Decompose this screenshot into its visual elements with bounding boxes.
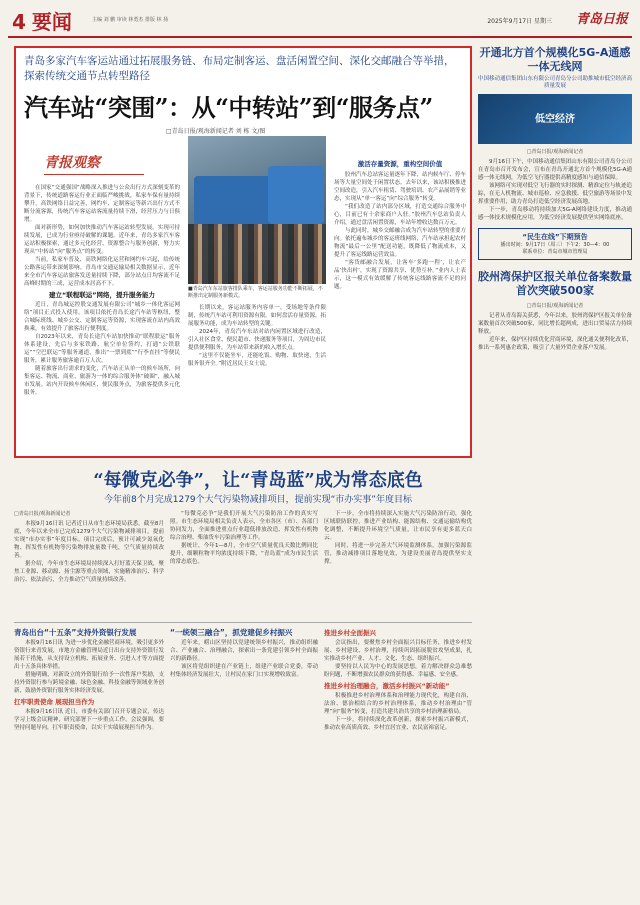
section-subhead: 激活存量资源，重构空间价值: [357, 160, 443, 168]
page-number: [12, 6, 72, 35]
sidebar-byline-2: □青岛日报/观海新闻记者: [526, 303, 584, 309]
paragraph: 在国家“交通强国”战略深入推进与公众出行方式深刻变革的背景下，传统道路客运行业正面临严峻挑战。私家车保有量持续攀升，高铁网络日益完善，网约车、定制客运等新兴出行方式不断分流客源，传统汽车客运站客流量持续下滑，经营压力与日俱增。: [24, 185, 180, 223]
paragraph: 下一步，将持续深化改革创新，探索乡村振兴新模式，推动农业高质高效、乡村宜居宜业、农民富裕富足。: [324, 717, 472, 731]
paragraph: 长期以来，客运站服务内容单一，受场地等条件限制，传统汽车站可利用资源有限。如何盘活存量资源，拓展服务功能，成为车站转型的关键。: [188, 305, 326, 327]
notice-line: 联系单位：青岛市城市管理局: [522, 249, 588, 255]
feature-article-box: [14, 46, 472, 458]
feature-headline: 汽车站“突围”：从“中转站”到“服务点”: [24, 93, 433, 122]
sidebar-body: [478, 158, 632, 222]
paragraph: 该区将党组织建在产业链上，组建产业联合党委，带动村集体经济发展壮大，让村民在家门口实现增收致富。: [170, 664, 318, 678]
paragraph: 自2023年以来，青岛长途汽车站加快推动“联程联运”服务体系建设，先后与多家铁路、航空单位签约，打通“公铁联运”“空巴联运”等服务通道，推出“一票到底”“行李直挂”等便民服务，累计服务旅客逾百万人次。: [24, 334, 180, 364]
paragraph: 面对新形势，如何加快推动汽车客运站转型发展，实现可持续发展，已成为行业亟待破解的课题。近年来，青岛多家汽车客运站积极探索，通过多元化经营、资源整合与服务创新，努力实现从“中转站”向“服务点”的转变。: [24, 225, 180, 255]
notice-line: 播出时间：9月17日（周三）下午2：30—4：00: [500, 242, 610, 248]
article-headline: 青岛出台“十五条”支持外资银行发展: [14, 628, 137, 637]
stamp-underline: [44, 174, 144, 175]
story2-headline: “每微克必争”，让“青岛蓝”成为常态底色: [93, 470, 423, 491]
story2-column-1: [14, 510, 164, 618]
feature-column-3: [334, 158, 466, 454]
observation-stamp-logo: [44, 144, 148, 180]
article-headline: 扛牢职责使命 展现担当作为: [14, 698, 95, 706]
photo-caption: ■青岛汽车东站旅客排队乘车，客运站服务功能不断拓展，不断推出定制服务新模式。: [188, 286, 323, 299]
paragraph: 下一步，青岛移动将持续加大5G-A网络建设力度，推动通感一体技术规模化应用，为低空经济发展提供坚实网络底座。: [478, 207, 632, 221]
paragraph: 据统计，今年1—8月，全市空气质量优良天数比例同比提升，细颗粒物平均浓度持续下降，“青岛蓝”成为市民生活的常态底色。: [170, 543, 318, 565]
feature-byline: □青岛日报/观海新闻记者 刘 栋 文/图: [166, 128, 266, 135]
bus-station-photo: [188, 136, 326, 284]
paragraph: 胶州汽车总站客运量逐年下降，站内候车厅、停车场等大量空间处于闲置状态。去年以来，该站积极推进空间改造，引入汽车租赁、驾驶培训、农产品展销等业态，实现从“单一客运”向“综合服务”转变。: [334, 172, 466, 202]
story2-subheadline: 今年前8个月完成1279个大气污染物减排项目，提前实现“市办实事”年度目标: [104, 495, 412, 505]
stamp-text: 青报观察: [44, 155, 100, 171]
article-headline: 推进乡村全面振兴: [324, 629, 376, 637]
paragraph: “我们改造了站内部分区域，打造交通综合服务中心，目前已有十余家商户入驻。”胶州汽车总站负责人介绍，通过盘活闲置资源，车站年增收达数百万元。: [334, 204, 466, 226]
paragraph: 要坚持以人民为中心的发展思想，着力解决群众急难愁盼问题，不断增强农民群众的获得感、幸福感、安全感。: [324, 664, 472, 678]
paragraph: 记者从青岛海关获悉，今年以来，胶州湾保护区报关单位备案数量首次突破500家，同比增长超两成，进出口贸易活力持续释放。: [478, 313, 632, 335]
paragraph: 本报9月16日讯 记者近日从市生态环境局获悉，截至8月底，今年以来全市已完成1279个大气污染物减排项目，提前实现“市办实事”年度目标。项目完成后，预计可减少氮氧化物、挥发性有机物等污染物排放量数千吨，空气质量持续改善。: [14, 521, 164, 559]
paragraph: 9月16日下午，中国移动通信集团山东有限公司青岛分公司在青岛市召开发布会，宣布在青岛开通北方首个规模化5G-A通感一体无线网，为低空飞行器提供高精度感知与通信保障。: [478, 159, 632, 181]
paragraph: 措施明确，对新设立的外资银行给予一次性落户奖励，支持外资银行参与跨境金融、绿色金融、科技金融等领域业务创新，鼓励外资银行服务实体经济发展。: [14, 672, 164, 694]
sidebar-subheadline: 中国移动通信集团山东有限公司青岛分公司助推城市低空经济高质量发展: [478, 76, 633, 89]
paragraph: 该网络可实现对低空飞行器的实时探测、精准定位与轨迹追踪，在无人机物流、城市巡检、应急救援、低空旅游等场景中发挥重要作用，助力青岛打造低空经济发展高地。: [478, 183, 633, 205]
paragraph: 近年来，崂山区坚持以党建统领乡村振兴，推动组织融合、产业融合、治理融合，探索出一条党建引领乡村全面振兴的新路径。: [170, 640, 318, 662]
paragraph: 随着旅客出行需求的变化，汽车站正从单一的候车场所，向集客运、物流、商业、旅游为一体的综合服务体“破圈”，融入城市发展。站内开设候车休闲区、便民服务点，为旅客提供多元化服务。: [24, 366, 180, 396]
page-number-value: 4: [12, 10, 26, 34]
sidebar-byline: □青岛日报/观海新闻记者: [526, 149, 584, 155]
bus-shape: [194, 176, 274, 226]
sidebar-image-text: 低空经济: [535, 114, 575, 125]
paragraph: 据介绍，今年市生态环境局持续深入打好蓝天保卫战，聚焦工业源、移动源、扬尘源等重点领域，实施精准治污、科学治污、依法治污，全力推动空气质量持续改善。: [14, 561, 164, 583]
story2-column-3: [324, 510, 472, 618]
paragraph: 同时，将进一步完善大气环境监测体系，加强污染源监管，推动减排项目落地见效，为建设美丽青岛提供坚实支撑。: [324, 543, 472, 565]
paragraph: 近日，青岛城运控股交通发展有限公司“城乡一体化客运网络”项目正式投入使用。该项目依托青岛长途汽车站等枢纽，整合城际班线、城乡公交、定制客运等资源，实现客流在站内高效换乘，有效提升了旅客出行便利度。: [24, 302, 180, 332]
right-sidebar: [478, 46, 632, 562]
story2-column-2: [170, 510, 318, 618]
story2-byline: □青岛日报/观海新闻记者: [14, 511, 71, 517]
divider: [14, 622, 472, 623]
paragraph: 与此同时，城乡交邮融合成为汽车站转型的重要方向。依托遍布城乡的客运班线网络，汽车站承担起农村物流“最后一公里”配送功能，既降低了物流成本，又提升了客运线路运营效益。: [334, 228, 466, 258]
feature-kicker: 青岛多家汽车客运站通过拓展服务链、布局定制客运、盘活闲置空间、深化交邮融合等举措，探索传统交通节点转型路径: [24, 55, 455, 82]
lower-column-3: [324, 626, 472, 898]
paragraph: 下一步，全市将持续深入实施大气污染防治行动，强化区域联防联控，推进产业结构、能源结构、交通运输结构优化调整，不断提升环境空气质量，让市民享有更多蓝天白云。: [324, 511, 472, 541]
article-headline: “一统领三融合”，抓党建促乡村振兴: [170, 628, 293, 637]
article-headline: 推进乡村治理融合，激活乡村振兴“新动能”: [324, 682, 450, 690]
paragraph: 本报9月16日讯 为进一步优化金融营商环境，吸引更多外资银行来青发展，市地方金融管理局近日出台支持外资银行发展若干措施，从支持设立机构、拓展业务、引进人才等方面提出十五条具体举措。: [14, 640, 164, 670]
notice-title: “民生在线”下期预告: [522, 233, 588, 241]
issue-date: 2025年9月17日 星期三: [487, 18, 552, 25]
newspaper-logo: 青岛日报: [575, 12, 628, 27]
sidebar-body-2: [478, 312, 632, 562]
section-subhead: 建立“联程联运”网络，提升服务能力: [48, 291, 156, 299]
paragraph: “这里不仅能坐车，还能吃饭、购物、取快递，生活服务很齐全。”附近居民王女士说。: [188, 353, 326, 367]
passenger-crowd: [188, 224, 326, 284]
masthead: [8, 4, 632, 38]
paragraph: “客货邮融合发展，让客车‘多跑一程’，让农产品‘快出村’，实现了资源共享、优势互补。”业内人士表示，这一模式有效缓解了传统客运线路客流不足的问题。: [334, 260, 466, 290]
lower-column-2: [170, 626, 318, 898]
feature-column-1: [24, 184, 180, 454]
paragraph: “每微克必争”是我们开展大气污染防治工作的真实写照。市生态环境局相关负责人表示，全市各区（市）、各部门协同发力，全面推进重点行业超低排放改造、挥发性有机物综合治理、柴油货车污染治理等工作。: [170, 511, 318, 541]
paragraph: 当前，私家车普及、高铁网络化运营和网约车兴起，给传统公路客运带来深刻影响。青岛市交通运输局相关数据显示，近年来全市汽车客运站旅客发送量持续下降，部分站点日均客流不足高峰时期的三成，运营成本居高不下。: [24, 257, 180, 287]
feature-column-2: [188, 304, 326, 454]
lower-column-1: [14, 626, 164, 898]
notice-box: [478, 228, 632, 260]
sidebar-image: [478, 94, 632, 144]
paragraph: 积极推进乡村治理体系和治理能力现代化，构建自治、法治、德治相结合的乡村治理体系，推动乡村治理由“管理”向“服务”转变，打造共建共治共享的乡村治理新格局。: [324, 693, 472, 715]
section-name: 要闻: [31, 10, 72, 34]
sidebar-headline-2: 胶州湾保护区报关单位备案数量首次突破500家: [478, 270, 632, 297]
bus-shape: [268, 166, 324, 224]
paragraph: 本报9月16日讯 近日，市委有关部门召开专题会议，传达学习上级会议精神，研究部署下一步重点工作。会议强调，要坚持问题导向，扛牢职责使命，以实干实绩展现担当作为。: [14, 709, 164, 731]
paragraph: 会议指出，要聚焦乡村全面振兴目标任务，推进乡村发展、乡村建设、乡村治理，持续巩固拓展脱贫攻坚成果，扎实推动乡村产业、人才、文化、生态、组织振兴。: [324, 640, 472, 662]
paragraph: 近年来，保护区持续优化营商环境，深化通关便利化改革，推出一系列惠企政策，吸引了大量外贸企业落户发展。: [478, 337, 632, 351]
paragraph: 2024年，青岛汽车东站对站内闲置区域进行改造，引入社区食堂、便民超市、快递服务等项目，为周边市民提供便利服务，为车站带来新的收入增长点。: [188, 329, 326, 351]
sidebar-headline: 开通北方首个规模化5G-A通感一体无线网: [479, 46, 631, 73]
editor-credits: 主编 刘 鹏 审读 林勇杰 排版 林 扬: [92, 17, 169, 23]
